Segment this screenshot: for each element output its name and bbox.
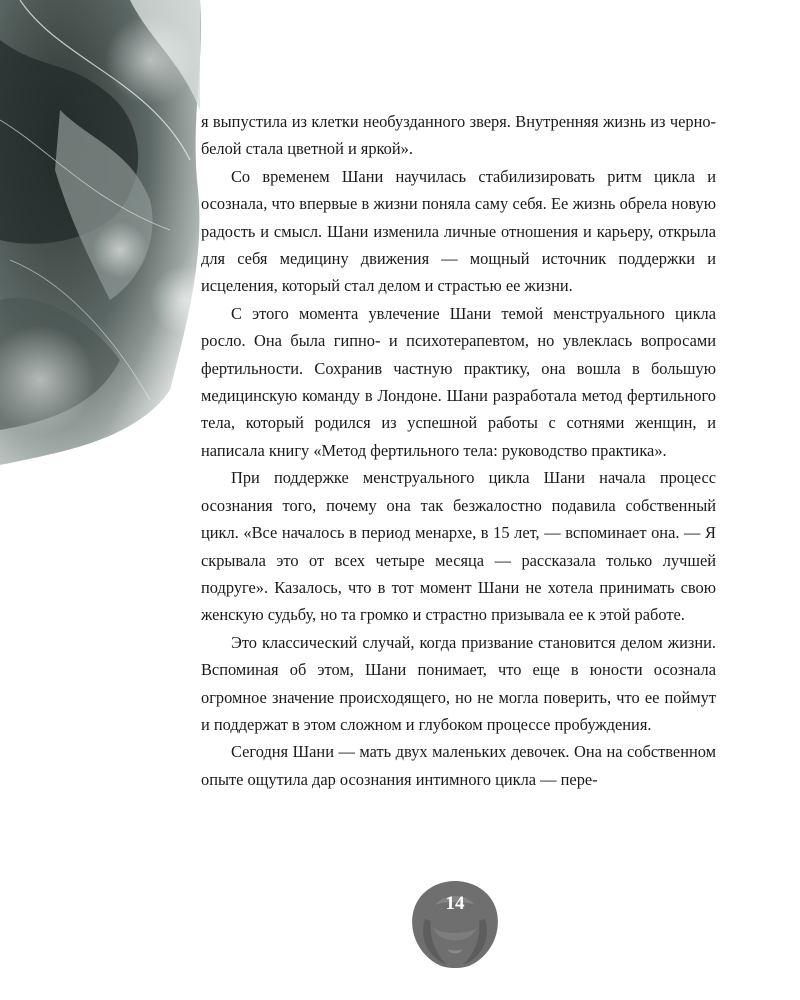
- paragraph-2: Со временем Шани научилась стабилизировать ритм цикла и осознала, что впервые в жизни поняла саму себя. Ее жизнь обрела новую радость и смысл. Шани изменила личные отношения и карьеру, открыла для себя медицину движения — мощный источник поддержки и исцеления, который стал делом и страстью ее жизни.: [201, 166, 716, 296]
- paragraph-4: При поддержке менструального цикла Шани начала процесс осознания того, почему она так безжалостно подавила собственный цикл. «Все началось в период менархе, в 15 лет, — вспоминает она. — Я скрывала это от всех четыре месяца — рассказала только лучшей подруге». Казалось, что в тот момент Шани не хотела принимать свою женскую судьбу, но та громко и страстно призывала ее к этой работе.: [201, 468, 716, 625]
- body-text: [201, 108, 716, 793]
- rose-icon: [405, 875, 505, 975]
- paragraph-6: Сегодня Шани — мать двух маленьких девочек. Она на собственном опыте ощутила дар осознания интимного цикла — пере-: [201, 742, 716, 789]
- paragraph-1: я выпустила из клетки необузданного зверя. Внутренняя жизнь из черно-белой стала цветной и яркой».: [201, 112, 716, 159]
- paragraph-5: Это классический случай, когда призвание становится делом жизни. Вспоминая об этом, Шани понимает, что еще в юности осознала огромное значение происходящего, но не могла поверить, что ее поймут и поддержат в этом сложном и глубоком процессе пробуждения.: [201, 632, 716, 734]
- ink-marble-decoration: [0, 0, 215, 470]
- paragraph-3: С этого момента увлечение Шани темой менструального цикла росло. Она была гипно- и психотерапевтом, но увлеклась вопросами фертильности. Сохранив частную практику, она вошла в большую медицинскую команду в Лондоне. Шани разработала метод фертильного тела, который родился из успешной работы с сотнями женщин, и написала книгу «Метод фертильного тела: руководство практика».: [201, 303, 716, 460]
- page-number: 14: [445, 893, 465, 914]
